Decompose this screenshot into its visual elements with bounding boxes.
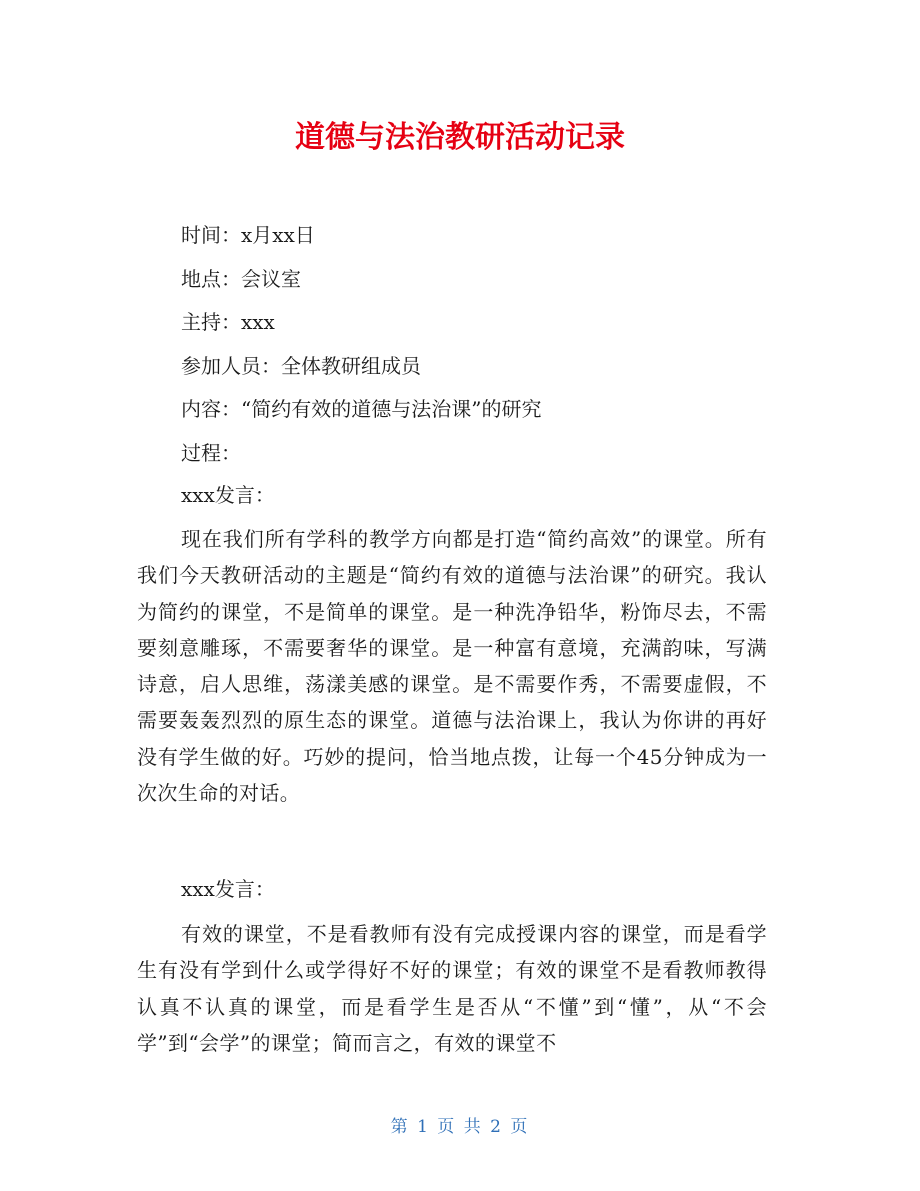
- speaker-label: xxx发言：: [181, 877, 275, 901]
- meta-host: 主持：xxx: [181, 310, 275, 334]
- document-title: 道德与法治教研活动记录: [295, 120, 625, 155]
- paragraph: 现在我们所有学科的教学方向都是打造“简约高效”的课堂。所有我们今天教研活动的主题是“简约有效的道德与法治课”的研究。我认为简约的课堂，不是简单的课堂。是一种洗净铅华，粉饰尽去，不需要刻意雕琢，不需要奢华的课堂。是一种富有意境，充满韵味，写满诗意，启人思维，荡漾美感的课堂。是不需要作秀，不需要虚假，不需要轰轰烈烈的原生态的课堂。道德与法治课上，我认为你讲的再好没有学生做的好。巧妙的提问，恰当地点拨，让每一个45分钟成为一次次生命的对话。: [137, 527, 767, 806]
- meta-time: 时间：x月xx日: [181, 223, 315, 247]
- meta-location: 地点：会议室: [181, 266, 301, 291]
- paragraph-block: [137, 916, 767, 1061]
- meta-participants: 参加人员：全体教研组成员: [181, 353, 421, 378]
- paragraph: 有效的课堂，不是看教师有没有完成授课内容的课堂，而是看学生有没有学到什么或学得好不好的课堂；有效的课堂不是看教师教得认真不认真的课堂，而是看学生是否从“不懂”到“懂”，从“不会学”到“会学”的课堂；简而言之，有效的课堂不: [137, 922, 767, 1055]
- speaker-label: xxx发言：: [181, 483, 275, 507]
- page-number-footer: 第 1 页 共 2 页: [390, 1117, 530, 1137]
- meta-process: 过程：: [181, 440, 241, 465]
- meta-content: 内容：“简约有效的道德与法治课”的研究: [181, 397, 542, 421]
- paragraph-block: [137, 521, 767, 811]
- meta-list: [181, 214, 781, 475]
